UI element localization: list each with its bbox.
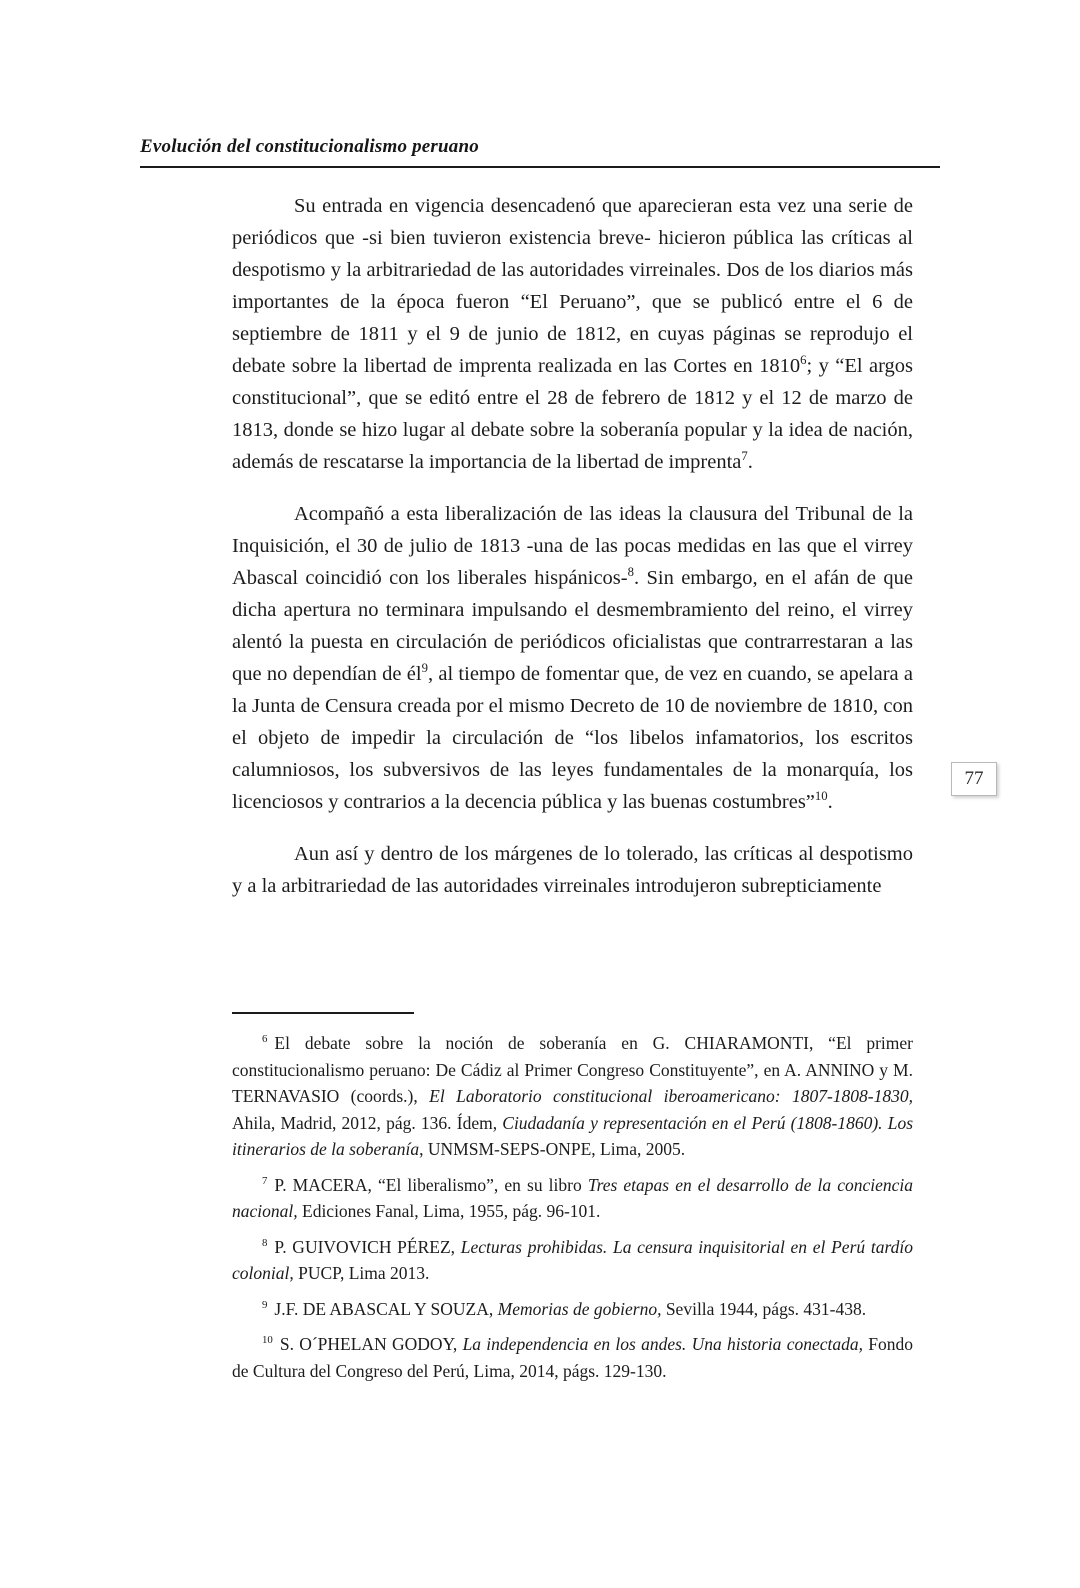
text-run: , UNMSM-SEPS-ONPE, Lima, 2005. [419, 1139, 686, 1159]
body-paragraph [232, 190, 913, 478]
italic-text: La independencia en los andes. Una historia conectada, [462, 1334, 863, 1354]
header-rule [140, 166, 940, 168]
text-run: , al tiempo de fomentar que, de vez en cuando, se apelara a la Junta de Censura creada por el mismo Decreto de 10 de noviembre de 1810, con el objeto de impedir la circulación de “los libelos infamatorios, los escritos calumniosos, los subversivos de las leyes fundamentales de la monarquía, los licenciosos y contrarios a la decencia pública y las buenas costumbres” [232, 663, 914, 813]
footnote-reference: 8 [627, 565, 634, 580]
body-paragraph [232, 498, 913, 818]
footnotes-section [232, 1030, 913, 1393]
text-run: Aun así y dentro de los márgenes de lo tolerado, las críticas al despotismo y a la arbitrariedad de las autoridades virreinales introdujeron subrepticiamente [232, 843, 913, 897]
text-run: Sevilla 1944, págs. 431-438. [661, 1298, 867, 1319]
text-run: El debate sobre la noción de soberanía en G. CHIARAMONTI, “El primer constitucionalismo peruano: De Cádiz al Primer Congreso Constituyente”, en A. ANNINO y M. TERNAVASIO (coords.), [232, 1033, 913, 1106]
footnote-reference: 7 [741, 449, 748, 464]
italic-text: Ciudadanía y representación en el Perú (1808-1860). Los itinerarios de la soberanía [232, 1112, 913, 1159]
footnote-reference: 6 [800, 353, 807, 368]
italic-text: Tres etapas en el desarrollo de la conciencia nacional, [232, 1174, 913, 1221]
footnote-reference: 10 [814, 789, 828, 804]
footnote-number: 7 [262, 1174, 268, 1187]
text-run: J.F. DE ABASCAL Y SOUZA, [274, 1298, 498, 1319]
footnote [232, 1331, 913, 1384]
footnote-number: 6 [262, 1033, 268, 1046]
text-run: Ediciones Fanal, Lima, 1955, pág. 96-101. [297, 1201, 601, 1221]
footnote [232, 1296, 913, 1323]
italic-text: Memorias de gobierno, [497, 1298, 662, 1319]
italic-text: El Laboratorio constitucional iberoamericano: 1807-1808-1830, [429, 1086, 913, 1106]
text-run: Fondo de Cultura del Congreso del Perú, Lima, 2014, págs. 129-130. [232, 1334, 913, 1381]
text-run: PUCP, Lima 2013. [293, 1263, 430, 1283]
text-run: P. GUIVOVICH PÉREZ, [274, 1236, 461, 1257]
text-run: Acompañó a esta liberalización de las ideas la clausura del Tribunal de la Inquisición, el 30 de julio de 1813 -una de las pocas medidas en las que el virrey Abascal coincidió con los liberales hispánicos- [232, 503, 913, 589]
text-run: P. MACERA, “El liberalismo”, en su libro [274, 1174, 588, 1195]
text-run: ; y “El argos constitucional”, que se editó entre el 28 de febrero de 1812 y el 12 de marzo de 1813, donde se hizo lugar al debate sobre la soberanía popular y la idea de nación, además de rescatarse la importancia de la libertad de imprenta [232, 355, 914, 473]
page-number: 77 [964, 768, 984, 789]
footnote-reference: 9 [421, 661, 428, 676]
italic-text: Lecturas prohibidas. La censura inquisitorial en el Perú tardío colonial, [232, 1236, 913, 1283]
footnote-number: 10 [262, 1334, 273, 1347]
body-text [232, 190, 913, 922]
running-header: Evolución del constitucionalismo peruano [140, 136, 479, 157]
page-number-box [951, 762, 997, 796]
footnote-separator [232, 1012, 414, 1014]
footnote-number: 8 [262, 1236, 268, 1249]
text-run: Ahila, Madrid, 2012, pág. 136. Ídem, [232, 1112, 503, 1133]
text-run: S. O´PHELAN GODOY, [279, 1334, 463, 1354]
body-paragraph [232, 838, 913, 902]
text-run: . [827, 791, 833, 813]
text-run: . Sin embargo, en el afán de que dicha apertura no terminara impulsando el desmembramiento del reino, el virrey alentó la puesta en circulación de periódicos oficialistas que contrarrestaran a las que no dependían de él [232, 567, 913, 685]
footnote [232, 1234, 913, 1287]
footnote [232, 1172, 913, 1225]
footnote [232, 1030, 913, 1163]
text-run: Su entrada en vigencia desencadenó que aparecieran esta vez una serie de periódicos que -si bien tuvieron existencia breve- hicieron pública las críticas al despotismo y la arbitrariedad de las autoridades virreinales. Dos de los diarios más importantes de la época fueron “El Peruano”, que se publicó entre el 6 de septiembre de 1811 y el 9 de junio de 1812, en cuyas páginas se reprodujo el debate sobre la libertad de imprenta realizada en las Cortes en 1810 [232, 195, 913, 377]
text-run: . [747, 451, 753, 473]
footnote-number: 9 [262, 1298, 268, 1311]
